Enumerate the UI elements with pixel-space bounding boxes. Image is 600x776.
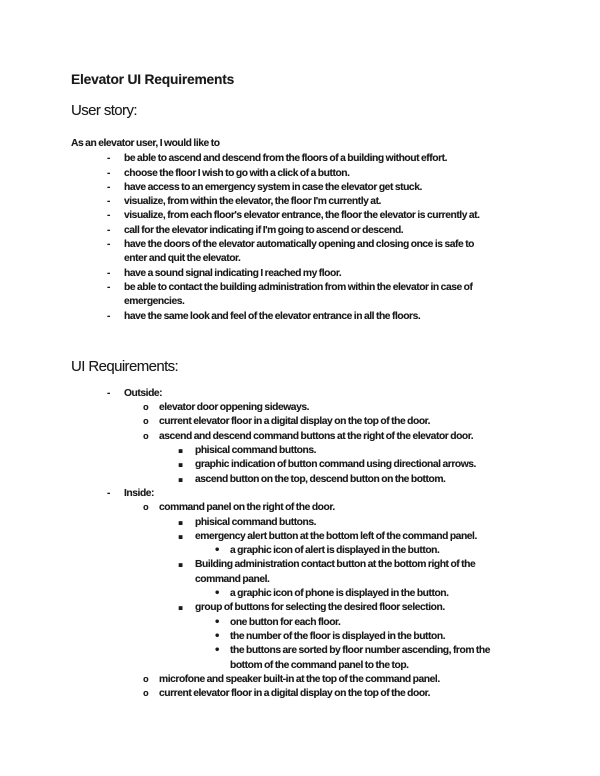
list-item (71, 673, 540, 687)
list-item-text: emergency alert button at the bottom left of the command panel. (195, 530, 477, 542)
list-item (71, 458, 540, 472)
bullet-square: ▪ (178, 474, 183, 484)
list-item-text: visualize, from within the elevator, the floor I'm currently at. (124, 196, 381, 208)
bullet-dot: • (214, 616, 220, 628)
list-item (71, 401, 540, 415)
list-item (71, 209, 540, 223)
list-item-text: the number of the floor is displayed in the button. (230, 630, 446, 642)
list-item-text: group of buttons for selecting the desired floor selection. (195, 602, 445, 614)
bullet-dash: - (107, 196, 110, 208)
bullet-square: ▪ (178, 446, 183, 456)
bullet-square: ▪ (178, 531, 183, 541)
list-item (71, 430, 540, 444)
bullet-o: o (143, 688, 149, 700)
list-item (71, 473, 540, 487)
section-heading-ui-requirements: UI Requirements: (71, 357, 179, 375)
list-item (71, 152, 540, 166)
list-item (71, 587, 540, 601)
list-item-continuation: bottom of the command panel to the top. (230, 659, 409, 671)
bullet-o: o (143, 416, 149, 428)
bullet-square: ▪ (178, 517, 183, 527)
list-item-text: ascend and descend command buttons at the right of the elevator door. (159, 430, 474, 442)
list-item (71, 281, 540, 295)
list-item (71, 630, 540, 644)
list-item-text: visualize, from each floor's elevator entrance, the floor the elevator is currently at. (124, 210, 480, 222)
list-item (71, 224, 540, 238)
list-item (71, 544, 540, 558)
bullet-o: o (143, 673, 149, 685)
list-item-text: have the same look and feel of the elevator entrance in all the floors. (124, 310, 421, 322)
list-item-text: phisical command buttons. (195, 516, 317, 528)
list-item (71, 687, 540, 701)
list-item (71, 267, 540, 281)
list-item (71, 530, 540, 544)
list-item-text: Inside: (124, 487, 155, 499)
list-item-text: call for the elevator indicating if I'm going to ascend or descend. (124, 224, 404, 236)
bullet-square: ▪ (178, 603, 183, 613)
list-item-text: have access to an emergency system in case the elevator get stuck. (124, 181, 422, 193)
bullet-dash: - (107, 310, 110, 322)
document-title: Elevator UI Requirements (71, 72, 235, 87)
list-item-text: choose the floor I wish to go with a click of a button. (124, 167, 350, 179)
list-item-text: elevator door oppening sideways. (159, 402, 310, 414)
ui-requirements-list (71, 387, 540, 702)
list-item-text: a graphic icon of alert is displayed in the button. (230, 545, 440, 557)
list-item-continuation: enter and quit the elevator. (124, 253, 241, 265)
list-item (71, 167, 540, 181)
list-item-text: current elevator floor in a digital display on the top of the door. (159, 688, 431, 700)
list-item-continuation: command panel. (195, 573, 270, 585)
list-item-text: have the doors of the elevator automatically opening and closing once is safe to (124, 239, 475, 251)
section-heading-user-story: User story: (71, 102, 137, 119)
bullet-dash: - (107, 181, 110, 193)
list-item (71, 516, 540, 530)
bullet-dot: • (214, 588, 220, 600)
list-item (71, 444, 540, 458)
list-item-text: microfone and speaker built-in at the top of the command panel. (159, 673, 440, 685)
list-item (71, 181, 540, 195)
list-item (71, 616, 540, 630)
list-item-text: be able to contact the building administration from within the elevator in case of (124, 281, 473, 293)
list-item-text: one button for each floor. (230, 616, 341, 628)
list-item (71, 195, 540, 209)
bullet-dot: • (214, 645, 220, 657)
list-item (71, 387, 540, 401)
bullet-dot: • (214, 630, 220, 642)
user-story-list (71, 152, 540, 324)
list-item-text: have a sound signal indicating I reached my floor. (124, 267, 342, 279)
list-item (71, 501, 540, 515)
list-item-text: phisical command buttons. (195, 445, 317, 457)
bullet-dash: - (107, 239, 110, 251)
list-item-text: Building administration contact button at the bottom right of the (195, 559, 476, 571)
list-item (71, 415, 540, 429)
bullet-dash: - (107, 153, 110, 165)
list-item (71, 487, 540, 501)
list-item (71, 601, 540, 615)
list-item-continuation: emergencies. (124, 296, 185, 308)
list-item-text: the buttons are sorted by floor number ascending, from the (230, 645, 491, 657)
bullet-o: o (143, 430, 149, 442)
bullet-square: ▪ (178, 460, 183, 470)
list-item (71, 310, 540, 324)
bullet-o: o (143, 402, 149, 414)
bullet-dash: - (107, 224, 110, 236)
bullet-square: ▪ (178, 560, 183, 570)
bullet-dash: - (107, 167, 110, 179)
bullet-dash: - (107, 210, 110, 222)
bullet-dash: - (107, 281, 110, 293)
bullet-dash: - (107, 267, 110, 279)
bullet-dash: - (107, 487, 110, 499)
list-item-text: a graphic icon of phone is displayed in the button. (230, 588, 449, 600)
list-item (71, 238, 540, 252)
list-item-text: graphic indication of button command using directional arrows. (195, 459, 476, 471)
list-item-text: Outside: (124, 387, 163, 399)
bullet-dash: - (107, 387, 110, 399)
list-item (71, 644, 540, 658)
bullet-o: o (143, 502, 149, 514)
list-item-text: be able to ascend and descend from the floors of a building without effort. (124, 153, 448, 165)
list-item (71, 558, 540, 572)
bullet-dot: • (214, 545, 220, 557)
user-story-intro: As an elevator user, I would like to (71, 138, 220, 149)
list-item-text: current elevator floor in a digital display on the top of the door. (159, 416, 431, 428)
list-item-text: command panel on the right of the door. (159, 502, 335, 514)
list-item-text: ascend button on the top, descend button on the bottom. (195, 473, 446, 485)
